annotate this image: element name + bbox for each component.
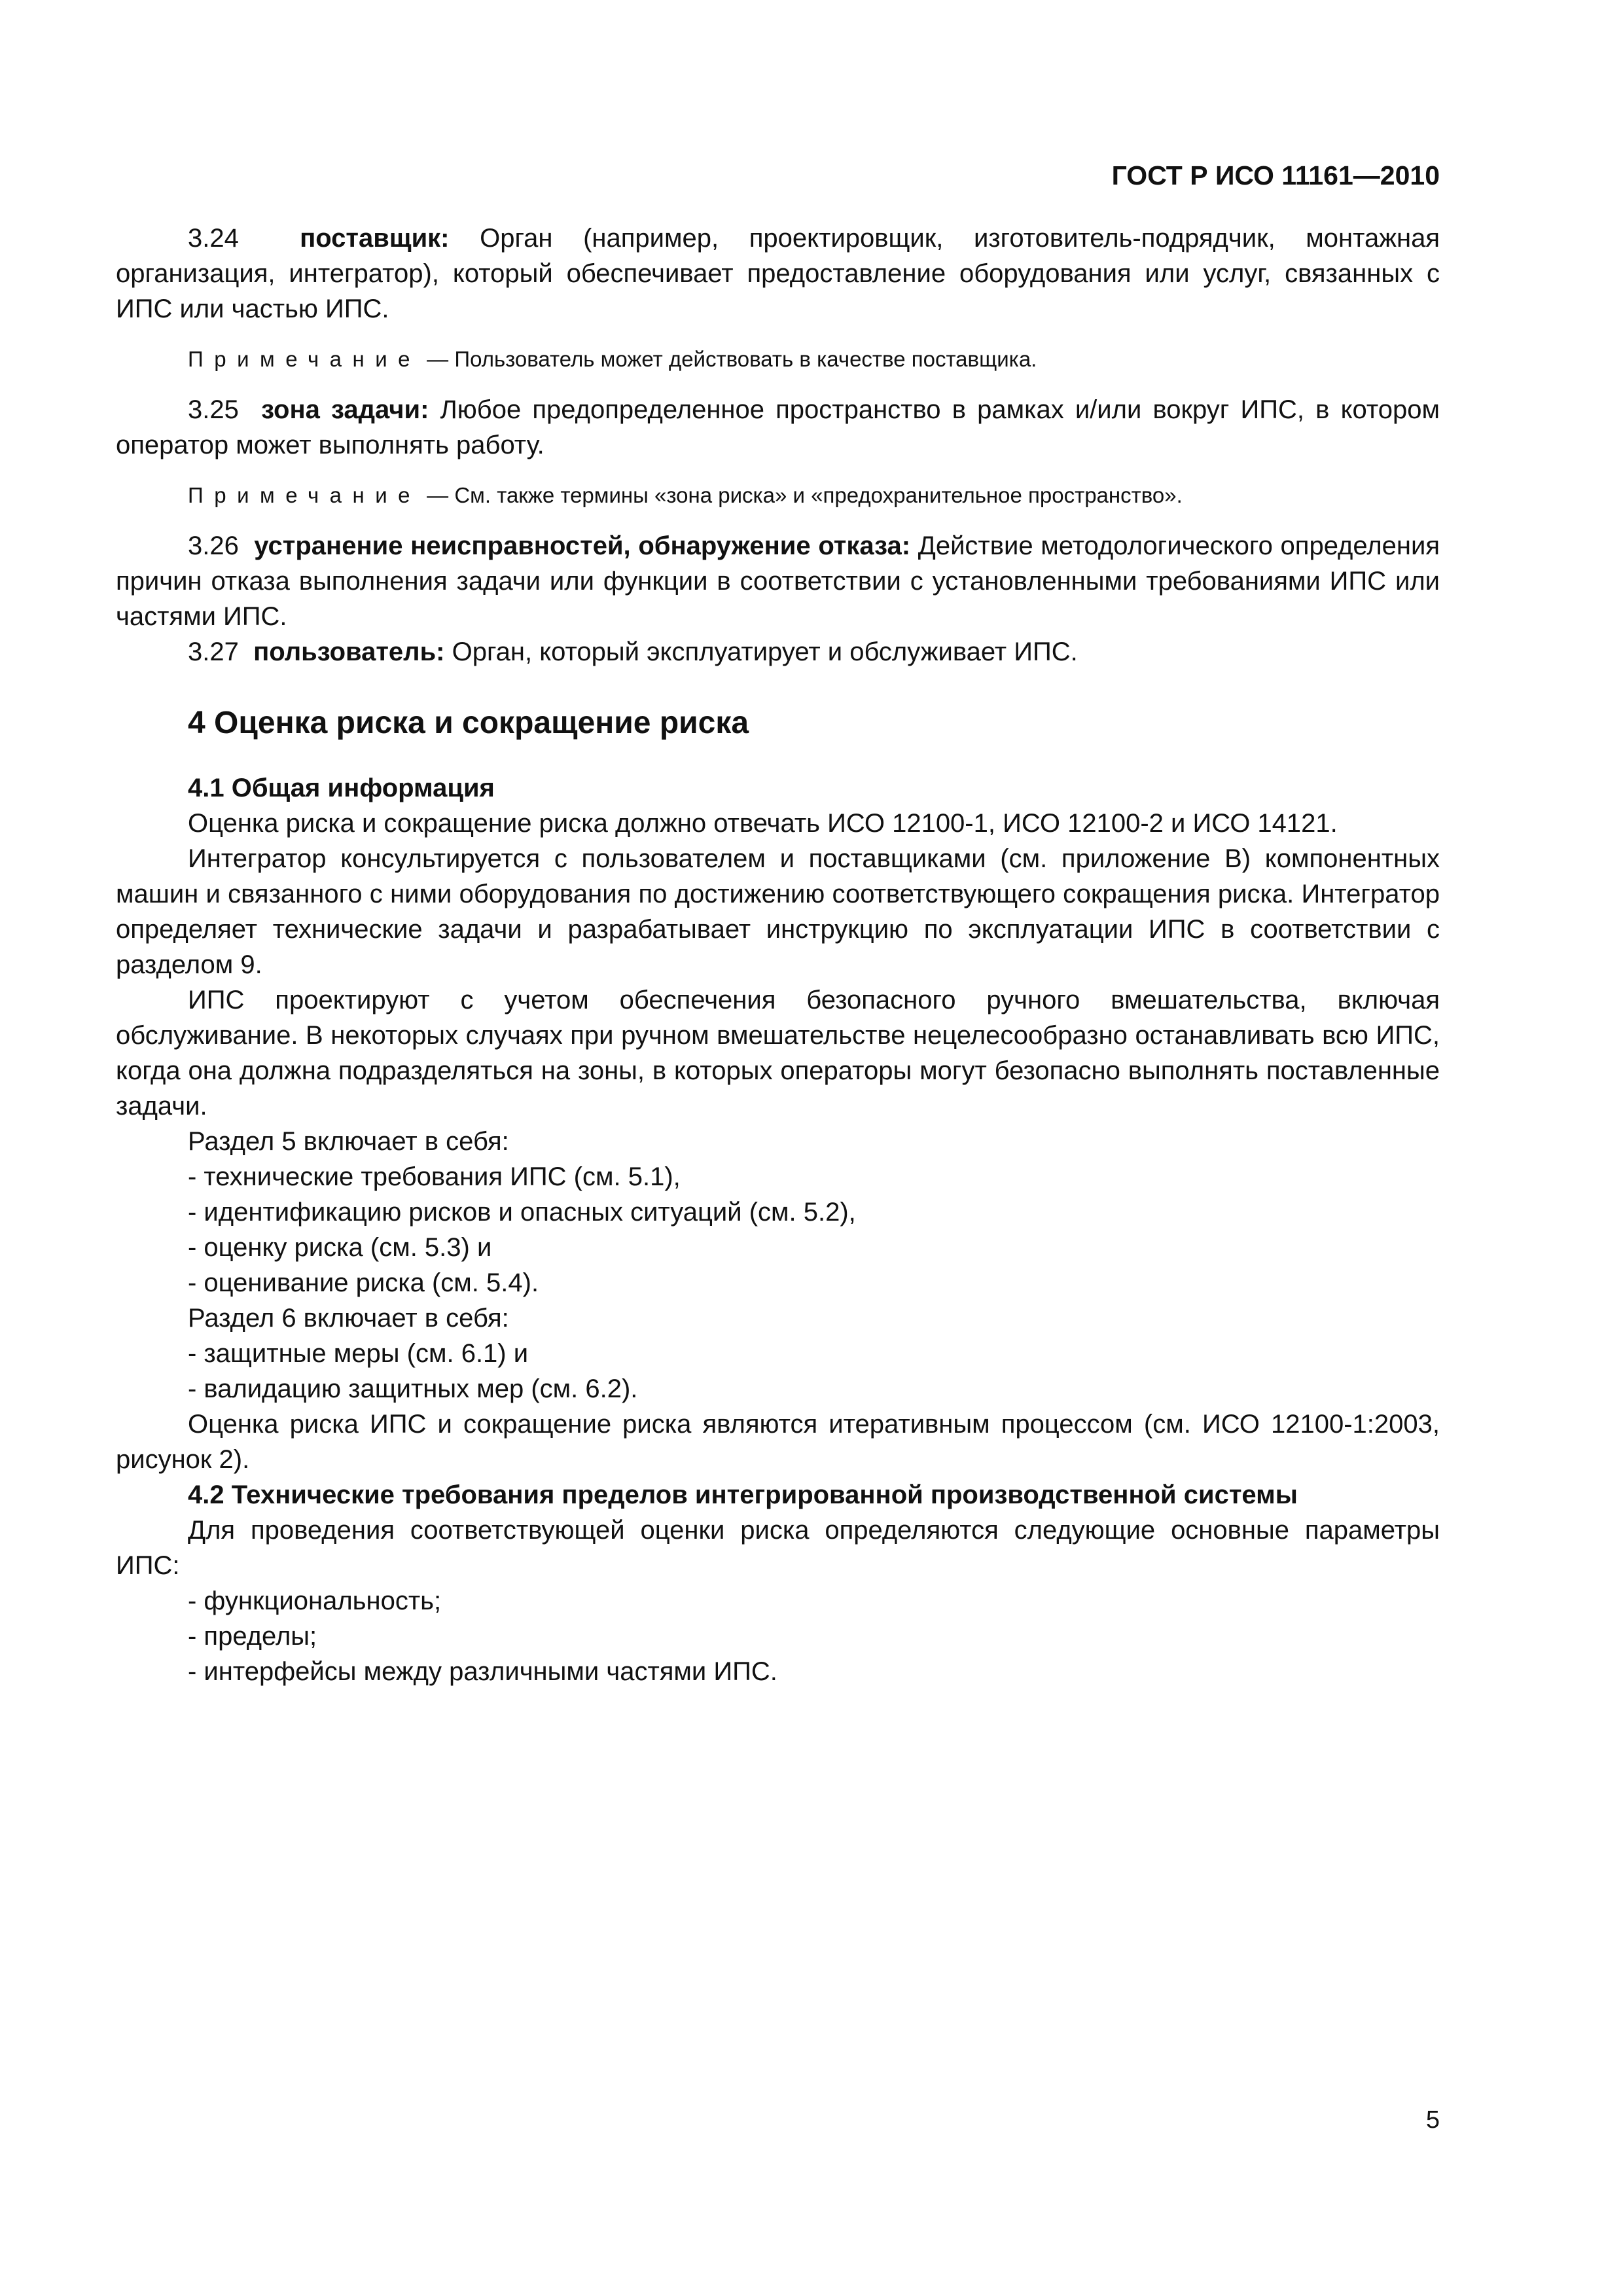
paragraph: Оценка риска ИПС и сокращение риска являются итеративным процессом (см. ИСО 12100-1:2003, рисунок 2). xyxy=(116,1410,1440,1474)
paragraph: ИПС проектируют с учетом обеспечения безопасного ручного вмешательства, включая обслуживание. В некоторых случаях при ручном вмешательстве нецелесообразно останавливать всю ИПС, когда она должна подразделяться на зоны, в которых операторы могут безопасно выполнять поставленные задачи. xyxy=(116,986,1440,1121)
list-item: - защитные меры (см. 6.1) и xyxy=(188,1339,529,1368)
paragraph: Для проведения соответствующей оценки риска определяются следующие основные параметры ИПС: xyxy=(116,1516,1440,1580)
definition-number: 3.27 xyxy=(188,637,239,666)
page-content xyxy=(116,221,1440,1689)
note-3-24 xyxy=(116,344,1440,375)
list-item: - функциональность; xyxy=(188,1587,442,1615)
list-item: - идентификацию рисков и опасных ситуаций (см. 5.2), xyxy=(188,1198,856,1227)
list-item: - валидацию защитных мер (см. 6.2). xyxy=(188,1374,638,1403)
paragraph: Интегратор консультируется с пользователем и поставщиками (см. приложение В) компонентных машин и связанного с ними оборудования по достижению соответствующего сокращения риска. Интегратор определяет технические задачи и разрабатывает инструкцию по эксплуатации ИПС в соответствии с разделом 9. xyxy=(116,844,1440,979)
note-text: — См. также термины «зона риска» и «предохранительное пространство». xyxy=(421,483,1183,507)
note-3-25 xyxy=(116,480,1440,511)
definition-text: Действие методологического определения причин отказа выполнения задачи или функции в соответствии с установленными требованиями ИПС или частями ИПС. xyxy=(116,531,1440,631)
page-number: 5 xyxy=(1425,2106,1440,2134)
definition-number: 3.24 xyxy=(188,224,239,253)
subsection-4-1-heading: 4.1 Общая информация xyxy=(188,774,495,802)
note-label: Примечание xyxy=(188,347,421,371)
note-text: — Пользователь может действовать в качестве поставщика. xyxy=(421,347,1037,371)
list-item: - оценку риска (см. 5.3) и xyxy=(188,1233,492,1262)
list-intro: Раздел 6 включает в себя: xyxy=(188,1304,509,1333)
definition-text: Орган (например, проектировщик, изготовитель-подрядчик, монтажная организация, интегратор), который обеспечивает предоставление оборудования или услуг, связанных с ИПС или частью ИПС. xyxy=(116,224,1440,323)
list-item: - интерфейсы между различными частями ИПС. xyxy=(188,1657,777,1686)
definition-3-24 xyxy=(116,221,1440,327)
note-label: Примечание xyxy=(188,483,421,507)
definition-term: поставщик: xyxy=(300,224,450,253)
list-item: - оценивание риска (см. 5.4). xyxy=(188,1268,539,1297)
subsection-4-2-heading: 4.2 Технические требования пределов интегрированной производственной системы xyxy=(188,1480,1298,1509)
section-4-heading: 4 Оценка риска и сокращение риска xyxy=(188,706,749,740)
definition-term: пользователь: xyxy=(253,637,445,666)
list-item: - технические требования ИПС (см. 5.1), xyxy=(188,1162,681,1191)
definition-3-26 xyxy=(116,528,1440,634)
list-intro: Раздел 5 включает в себя: xyxy=(188,1127,509,1156)
definition-term: устранение неисправностей, обнаружение отказа: xyxy=(254,531,911,560)
list-item: - пределы; xyxy=(188,1622,317,1651)
definition-number: 3.26 xyxy=(188,531,239,560)
document-header: ГОСТ Р ИСО 11161—2010 xyxy=(1111,160,1440,190)
definition-3-27 xyxy=(116,634,1440,670)
definition-3-25 xyxy=(116,392,1440,463)
definition-text: Любое предопределенное пространство в рамках и/или вокруг ИПС, в котором оператор может выполнять работу. xyxy=(116,395,1440,459)
definition-number: 3.25 xyxy=(188,395,239,424)
definition-term: зона задачи: xyxy=(261,395,429,424)
definition-text: Орган, который эксплуатирует и обслуживает ИПС. xyxy=(444,637,1078,666)
paragraph: Оценка риска и сокращение риска должно отвечать ИСО 12100-1, ИСО 12100-2 и ИСО 14121. xyxy=(188,809,1338,838)
